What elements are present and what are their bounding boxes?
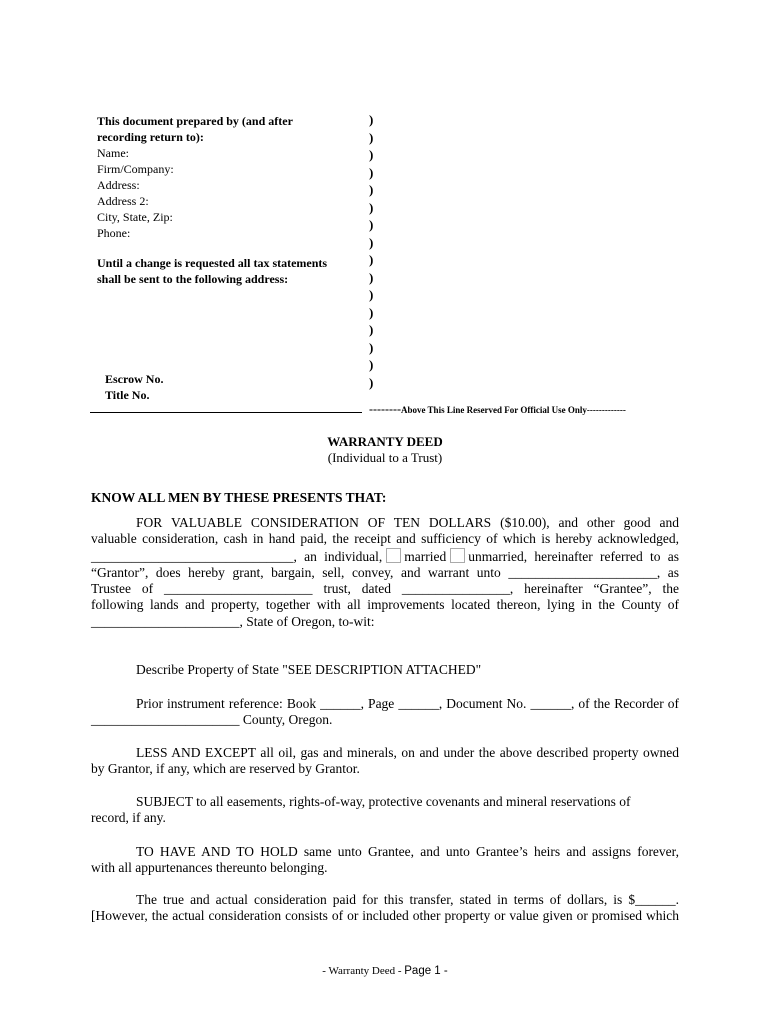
para1-line: following lands and property, together with all improvements located thereon, lying in the County of (91, 597, 679, 613)
subject-line: record, if any. (91, 810, 166, 826)
paren: ) (369, 234, 374, 250)
footer-doc-title: - Warranty Deed - (322, 965, 405, 977)
true-consideration-paragraph (91, 892, 679, 925)
city-state-zip-label: City, State, Zip: (97, 210, 173, 224)
paren: ) (369, 112, 374, 127)
official-use-text: Above This Line Reserved For Official Use Only------------- (400, 405, 626, 415)
paren: ) (369, 217, 374, 232)
describe-property: Describe Property of State "SEE DESCRIPTION ATTACHED" (136, 662, 482, 677)
have-line: TO HAVE AND TO HOLD same unto Grantee, and unto Grantee’s heirs and assigns forever, (136, 844, 679, 859)
para1-line (91, 548, 679, 565)
true-line: [However, the actual consideration consists of or included other property or value given or promised which (91, 908, 679, 924)
escrow-block (105, 371, 163, 403)
para1-line: valuable consideration, cash in hand paid, the receipt and sufficiency of which is hereby acknowledged, (91, 531, 679, 547)
name-label: Name: (97, 146, 129, 160)
less-line: LESS AND EXCEPT all oil, gas and minerals, on and under the above described property owned (136, 745, 679, 760)
deed-title: WARRANTY DEED (327, 434, 443, 449)
paren: ) (369, 357, 374, 372)
subject-line: SUBJECT to all easements, rights-of-way, protective covenants and mineral reservations of (136, 794, 631, 809)
habendum-paragraph (91, 844, 679, 877)
consideration-paragraph (91, 515, 679, 630)
phone-label: Phone: (97, 226, 131, 240)
paren: ) (369, 339, 374, 355)
married-checkbox[interactable] (386, 548, 401, 563)
trust-text: Trustee of ______________________ trust, dated (91, 581, 391, 597)
grantor-name-blank[interactable]: ______________________________, an individual, (91, 548, 383, 564)
deed-title-block (0, 434, 770, 466)
unmarried-label: unmarried, hereinafter referred to as (468, 548, 679, 564)
grantee-text: , hereinafter “Grantee”, the (509, 581, 680, 597)
less-line: by Grantor, if any, which are reserved by Grantor. (91, 761, 360, 777)
header-divider (90, 412, 362, 413)
official-use-dashes: -------- (369, 402, 401, 416)
tax-statement-heading-1: Until a change is requested all tax statements (97, 256, 328, 270)
paren: ) (369, 164, 374, 180)
official-use-line (369, 402, 626, 417)
firm-label: Firm/Company: (97, 162, 174, 176)
title-no-label: Title No. (105, 388, 150, 402)
paren: ) (369, 322, 374, 337)
paren-column (369, 111, 381, 391)
tax-statement-heading-2: shall be sent to the following address: (97, 272, 289, 286)
address2-label: Address 2: (97, 194, 149, 208)
page-number: Page 1 - (404, 965, 448, 977)
less-and-except-paragraph (91, 745, 679, 778)
para1-line: FOR VALUABLE CONSIDERATION OF TEN DOLLARS ($10.00), and other good and (136, 515, 679, 530)
prior-line: Prior instrument reference: Book ______, Page ______, Document No. ______, of the Recorder of (136, 696, 679, 711)
para1-line: ______________________, State of Oregon, to-wit: (91, 613, 375, 629)
trust-date-blank[interactable]: ________________ (401, 581, 510, 597)
deed-subtitle: (Individual to a Trust) (327, 450, 443, 465)
paren: ) (369, 182, 374, 197)
paren: ) (369, 269, 374, 285)
address-label: Address: (97, 178, 140, 192)
prior-line: ______________________ County, Oregon. (91, 712, 333, 728)
know-all-men-heading: KNOW ALL MEN BY THESE PRESENTS THAT: (91, 490, 387, 505)
prepared-by-heading-2: recording return to): (97, 130, 204, 144)
paren: ) (369, 252, 374, 267)
escrow-label: Escrow No. (105, 372, 164, 386)
paren: ) (369, 199, 374, 215)
paren: ) (369, 129, 374, 145)
prior-instrument-paragraph (91, 696, 679, 729)
prepared-by-heading-1: This document prepared by (and after (97, 114, 293, 128)
para1-line (91, 581, 679, 597)
true-line: The true and actual consideration paid for this transfer, stated in terms of dollars, is $______. (136, 892, 679, 907)
married-label: married (404, 548, 447, 564)
paren: ) (369, 304, 374, 320)
paren: ) (369, 374, 374, 390)
subject-to-paragraph (91, 794, 679, 827)
para1-line: “Grantor”, does hereby grant, bargain, sell, convey, and warrant unto ______________________, as (91, 564, 679, 580)
have-line: with all appurtenances thereunto belonging. (91, 860, 328, 876)
preparer-block (97, 113, 362, 287)
unmarried-checkbox[interactable] (450, 548, 465, 563)
page-footer (0, 965, 770, 977)
paren: ) (369, 287, 374, 302)
paren: ) (369, 147, 374, 162)
